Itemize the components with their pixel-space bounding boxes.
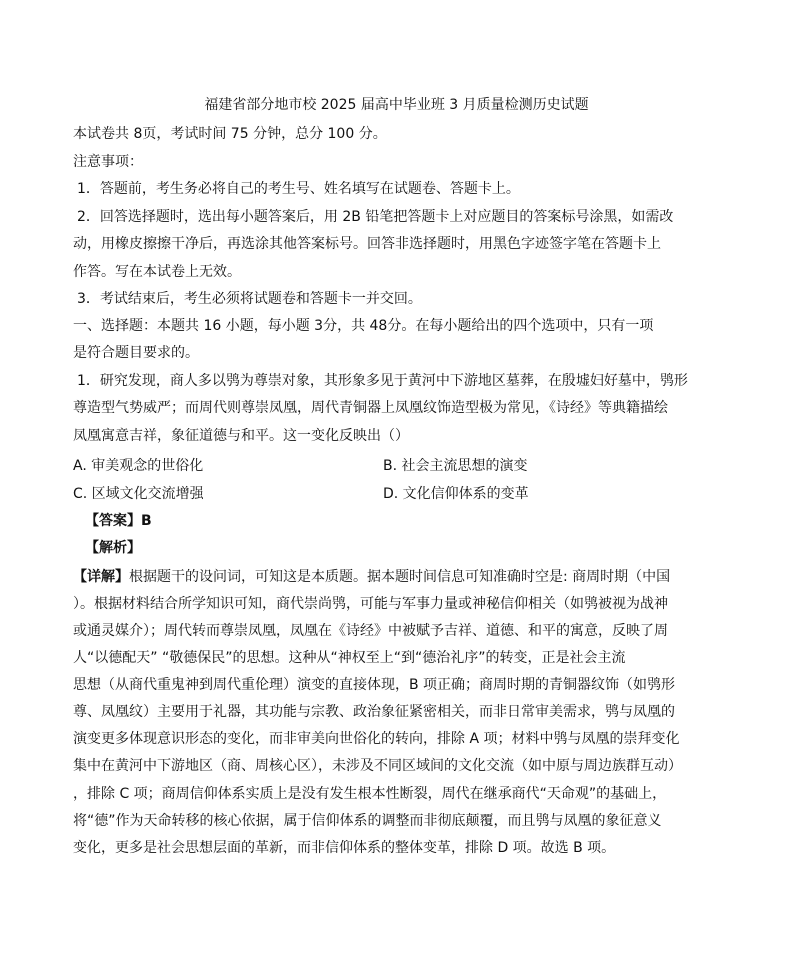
question-stem-cont: 凤凰寓意吉祥，象征道德与和平。这一变化反映出（） xyxy=(73,428,409,444)
question-stem: 1．研究发现，商人多以鸮为尊崇对象，其形象多见于黄河中下游地区墓葬，在殷墟妇好墓中，鸮形 xyxy=(77,373,688,389)
detail-text: 变化，更多是社会思想层面的革新，而非信仰体系的整体变革，排除 D 项。故选 B 项。 xyxy=(73,840,616,856)
section-heading: 一、选择题：本题共 16 小题，每小题 3分，共 48分。在每小题给出的四个选项中，只有一项 xyxy=(73,318,654,334)
detail-text: 人“以德配天” “敬德保民”的思想。这种从“神权至上“到“德治礼序”的转变，正是社会主流 xyxy=(73,650,626,666)
option-b: B. 社会主流思想的演变 xyxy=(383,458,528,474)
detail-text: ，排除 C 项；商周信仰体系实质上是没有发生根本性断裂，周代在继承商代“天命观”的基础上， xyxy=(73,786,667,802)
answer-value: B xyxy=(141,513,152,529)
notice-item-1: 1．答题前，考生务必将自己的考生号、姓名填写在试题卷、答题卡上。 xyxy=(77,181,520,197)
option-c: C. 区域文化交流增强 xyxy=(73,486,204,502)
option-d: D. 文化信仰体系的变革 xyxy=(383,486,529,502)
notice-item-2-cont: 动，用橡皮擦擦干净后，再选涂其他答案标号。回答非选择题时，用黑色字迹签字笔在答题卡上 xyxy=(73,236,661,252)
detail-text: 集中在黄河中下游地区（商、周核心区），未涉及不同区域间的文化交流（如中原与周边族群互动） xyxy=(73,758,682,774)
option-a: A. 审美观念的世俗化 xyxy=(73,458,204,474)
answer-tag: 【答案】 xyxy=(85,513,141,529)
intro-line: 本试卷共 8页，考试时间 75 分钟，总分 100 分。 xyxy=(73,126,387,142)
detail-text: 演变更多体现意识形态的变化，而非审美向世俗化的转向，排除 A 项；材料中鸮与凤凰的崇拜变化 xyxy=(73,731,680,747)
detail-tag: 【详解】 xyxy=(73,569,129,585)
detail-text: ）。根据材料结合所学知识可知，商代崇尚鸮，可能与军事力量或神秘信仰相关（如鸮被视为战神 xyxy=(73,596,668,612)
analysis-tag: 【解析】 xyxy=(85,540,141,556)
page-title: 福建省部分地市校 2025 届高中毕业班 3 月质量检测历史试题 xyxy=(204,97,589,113)
notice-item-3: 3．考试结束后，考生必须将试题卷和答题卡一并交回。 xyxy=(77,291,422,307)
notice-item-2: 2．回答选择题时，选出每小题答案后，用 2B 铅笔把答题卡上对应题目的答案标号涂黑，如需改 xyxy=(77,209,674,225)
detail-text: 或通灵媒介）；周代转而尊崇凤凰，凤凰在《诗经》中被赋予吉祥、道德、和平的寓意，反映了周 xyxy=(73,623,668,639)
detail-text: 根据题干的设问词，可知这是本质题。据本题时间信息可知准确时空是: 商周时期（中国 xyxy=(129,569,671,585)
detail-text: 将“德”作为天命转移的核心依据，属于信仰体系的调整而非彻底颠覆，而且鸮与凤凰的象征意义 xyxy=(73,813,662,829)
notice-item-2-cont: 作答。写在本试卷上无效。 xyxy=(73,264,241,280)
answer-line xyxy=(85,511,152,531)
detail-text: 思想（从商代重鬼神到周代重伦理）演变的直接体现，B 项正确；商周时期的青铜器纹饰（如鸮形 xyxy=(73,677,676,693)
question-stem-cont: 尊造型气势威严；而周代则尊崇凤凰，周代青铜器上凤凰纹饰造型极为常见，《诗经》等典籍描绘 xyxy=(73,400,668,416)
section-heading-cont: 是符合题目要求的。 xyxy=(73,345,199,361)
detail-text: 尊、凤凰纹）主要用于礼器，其功能与宗教、政治象征紧密相关，而非日常审美需求，鸮与凤凰的 xyxy=(73,704,675,720)
detail-line xyxy=(73,567,670,587)
notice-heading: 注意事项： xyxy=(73,154,143,170)
